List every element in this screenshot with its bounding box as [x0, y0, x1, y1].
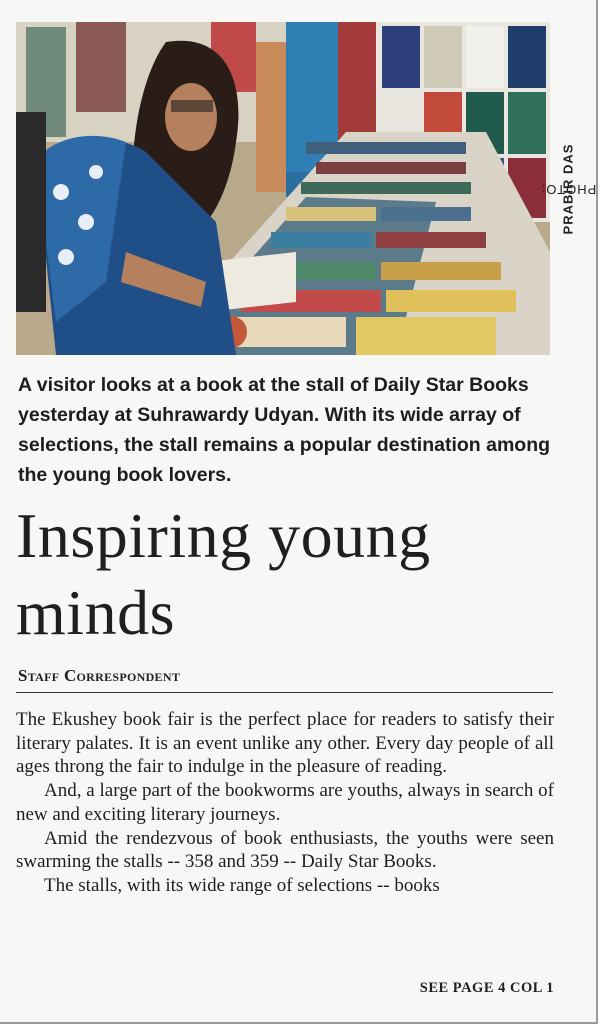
byline: Staff Correspondent: [18, 666, 181, 685]
body-paragraph: The stalls, with its wide range of selections -- books: [44, 874, 440, 896]
body-paragraph: Amid the rendezvous of book enthusiasts, the youths were seen swarming the stalls -- 358 and 359 -- Daily Star Books.: [16, 827, 554, 873]
photo-credit: [540, 22, 596, 355]
body-paragraph: And, a large part of the bookworms are youths, always in search of new and exciting literary journeys.: [16, 780, 554, 825]
headline: Inspiring young minds: [16, 500, 431, 648]
continued-on-page-link[interactable]: SEE PAGE 4 COL 1: [419, 980, 554, 996]
article-body: [16, 708, 554, 898]
photo-caption: A visitor looks at a book at the stall of Daily Star Books yesterday at Suhrawardy Udyan. With its wide array of selections, the stall remains a popular destination among the young book lovers.: [18, 374, 551, 486]
body-paragraph: The Ekushey book fair is the perfect place for readers to satisfy their literary palates. It is an event unlike any other. Every day people of all ages throng the fair to indulge in the pleasure of reading.: [16, 709, 554, 778]
photo-credit-label: PHOTO:: [540, 181, 596, 196]
article-photo: [16, 22, 550, 355]
photographer-name: PRABIR DAS: [560, 143, 576, 234]
byline-divider: [16, 692, 553, 693]
photo-book-stall-illustration: [16, 22, 550, 355]
